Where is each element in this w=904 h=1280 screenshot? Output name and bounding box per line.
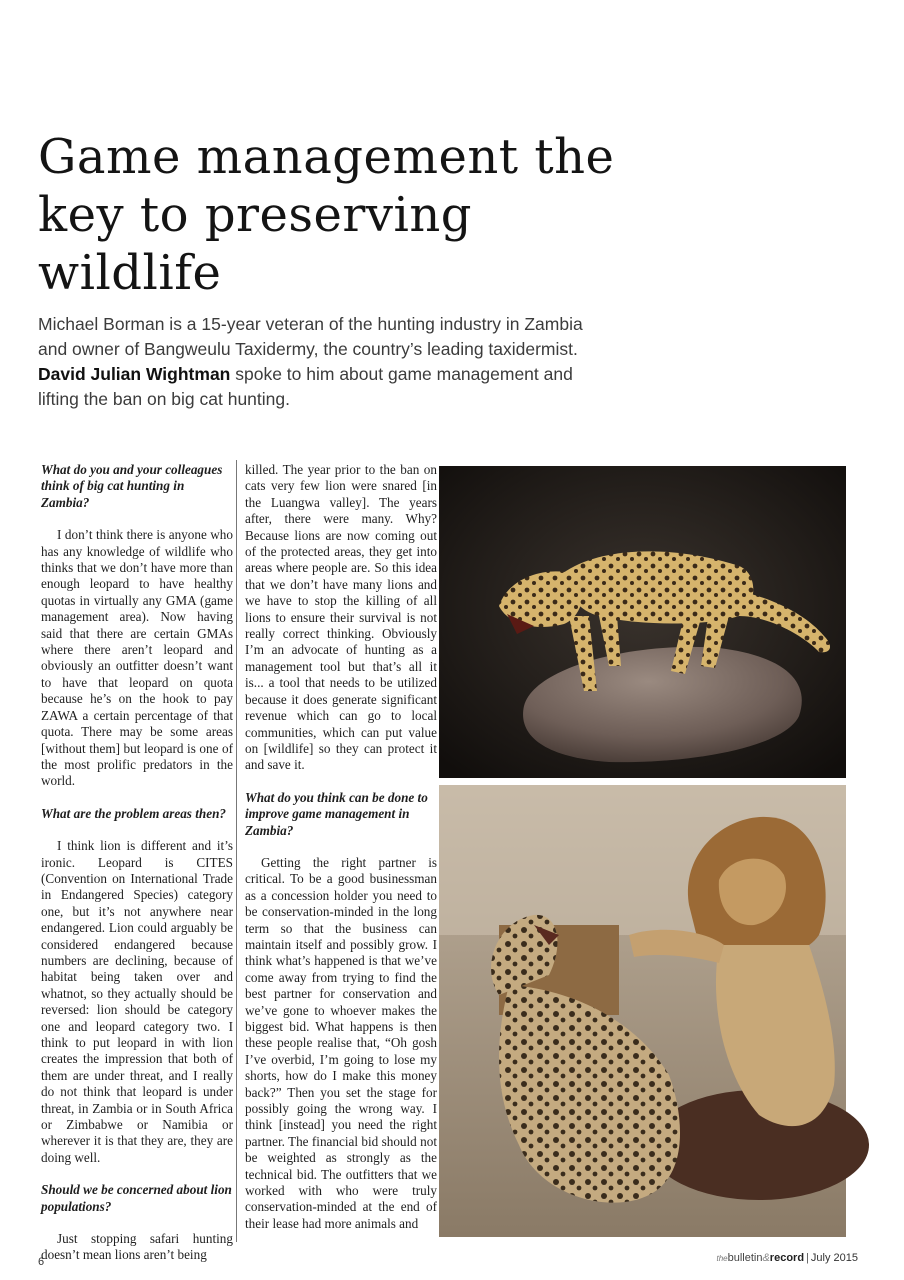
leopard-photo (439, 466, 846, 778)
answer-paragraph: Just stopping safari hunting doesn’t mean lions aren’t being (41, 1231, 233, 1263)
question: What are the problem areas then? (41, 805, 227, 821)
column-divider (236, 460, 237, 1242)
deck-text: Michael Borman is a 15-year veteran of the hunting industry in Zambia and owner of Bangweulu Taxidermy, the country’s leading taxidermist. (38, 314, 583, 359)
answer-paragraph-continued: killed. The year prior to the ban on cats very few lion were snared [in the Luangwa valley]. The years after, there were many. Why? Because lions are now coming out of the protected areas, they get into areas where people are. So this idea that we don’t have many lions and we have to stop the killing of all lions to ensure their survival is not really correct thinking. Obviously I’m an advocate of hunting as a management tool but that’s all it is... a tool that needs to be utilized because it does generate significant revenue which can go to local communities, which can put value on [wildlife] so they can protect it and save it. (245, 462, 437, 773)
question: What do you think can be done to improve game management in Zambia? (245, 789, 428, 838)
footer-separator: | (806, 1252, 809, 1264)
publication-ampersand: & (762, 1252, 770, 1264)
deck-author: David Julian Wightman (38, 364, 231, 384)
answer-paragraph: I don’t think there is anyone who has any knowledge of wildlife who thinks that we don’t have more than enough leopard to have healthy quotas in virtually any GMA (game management area). Now having said that there are certain GMAs where there aren’t leopard and obviously an outfitter doesn’t want to have that leopard on quota because he’s on the hook to pay ZAWA a certain percentage of that quota. There may be some areas [without them] but leopard is one of the most prolific predators in the world. (41, 527, 233, 789)
article-deck (38, 312, 583, 412)
answer-paragraph: Getting the right partner is critical. To be a good businessman as a concession holder you need to be conservation-minded in the long term so that the business can maintain itself and possibly grow. I think what’s happened is that we’ve come away from trying to find the best partner for conservation and we’ve gone to whoever makes the biggest bid. What happens is then these people realise that, “Oh gosh I’ve overbid, I’m going to lose my shorts, how do I make this money back?” Then you set the stage for possibly going the wrong way. I think [instead] you need the right partner. The financial bid should not be weighted as strongly as the technical bid. The outfitters that we worked with who were truly conservation-minded at the end of their lease had more animals and (245, 854, 437, 1231)
question: Should we be concerned about lion populations? (41, 1182, 232, 1214)
question: What do you and your colleagues think of big cat hunting in Zambia? (41, 462, 223, 510)
publication-the: the (716, 1254, 728, 1263)
issue-date: July 2015 (810, 1252, 858, 1264)
deck-tail: spoke to him about game management and lifting the ban on big cat hunting. (38, 364, 573, 409)
publication-record: record (769, 1252, 805, 1264)
text-column-left (41, 462, 233, 1263)
article-title: Game management the key to preserving wildlife (38, 129, 615, 301)
page-number: 6 (38, 1256, 45, 1268)
text-column-right (245, 462, 437, 1242)
publication-footer (716, 1252, 858, 1264)
answer-paragraph: I think lion is different and it’s ironic. Leopard is CITES (Convention on International Trade in Endangered Species) category one, but it’s not anywhere near endangered. Lion could arguably be considered endangered because numbers are declining, because of habitat being taken over and whatnot, so they actually should be reversed: lion should be category one and leopard category two. I think to put leopard in with lion creates the impression that both of them are under threat, and I really do not think that leopard is under threat, in Zambia or in South Africa or Zimbabwe or Namibia or wherever it is that they are, they are doing well. (41, 838, 233, 1165)
publication-bulletin: bulletin (727, 1252, 763, 1264)
lion-and-hyena-photo (439, 785, 846, 1237)
